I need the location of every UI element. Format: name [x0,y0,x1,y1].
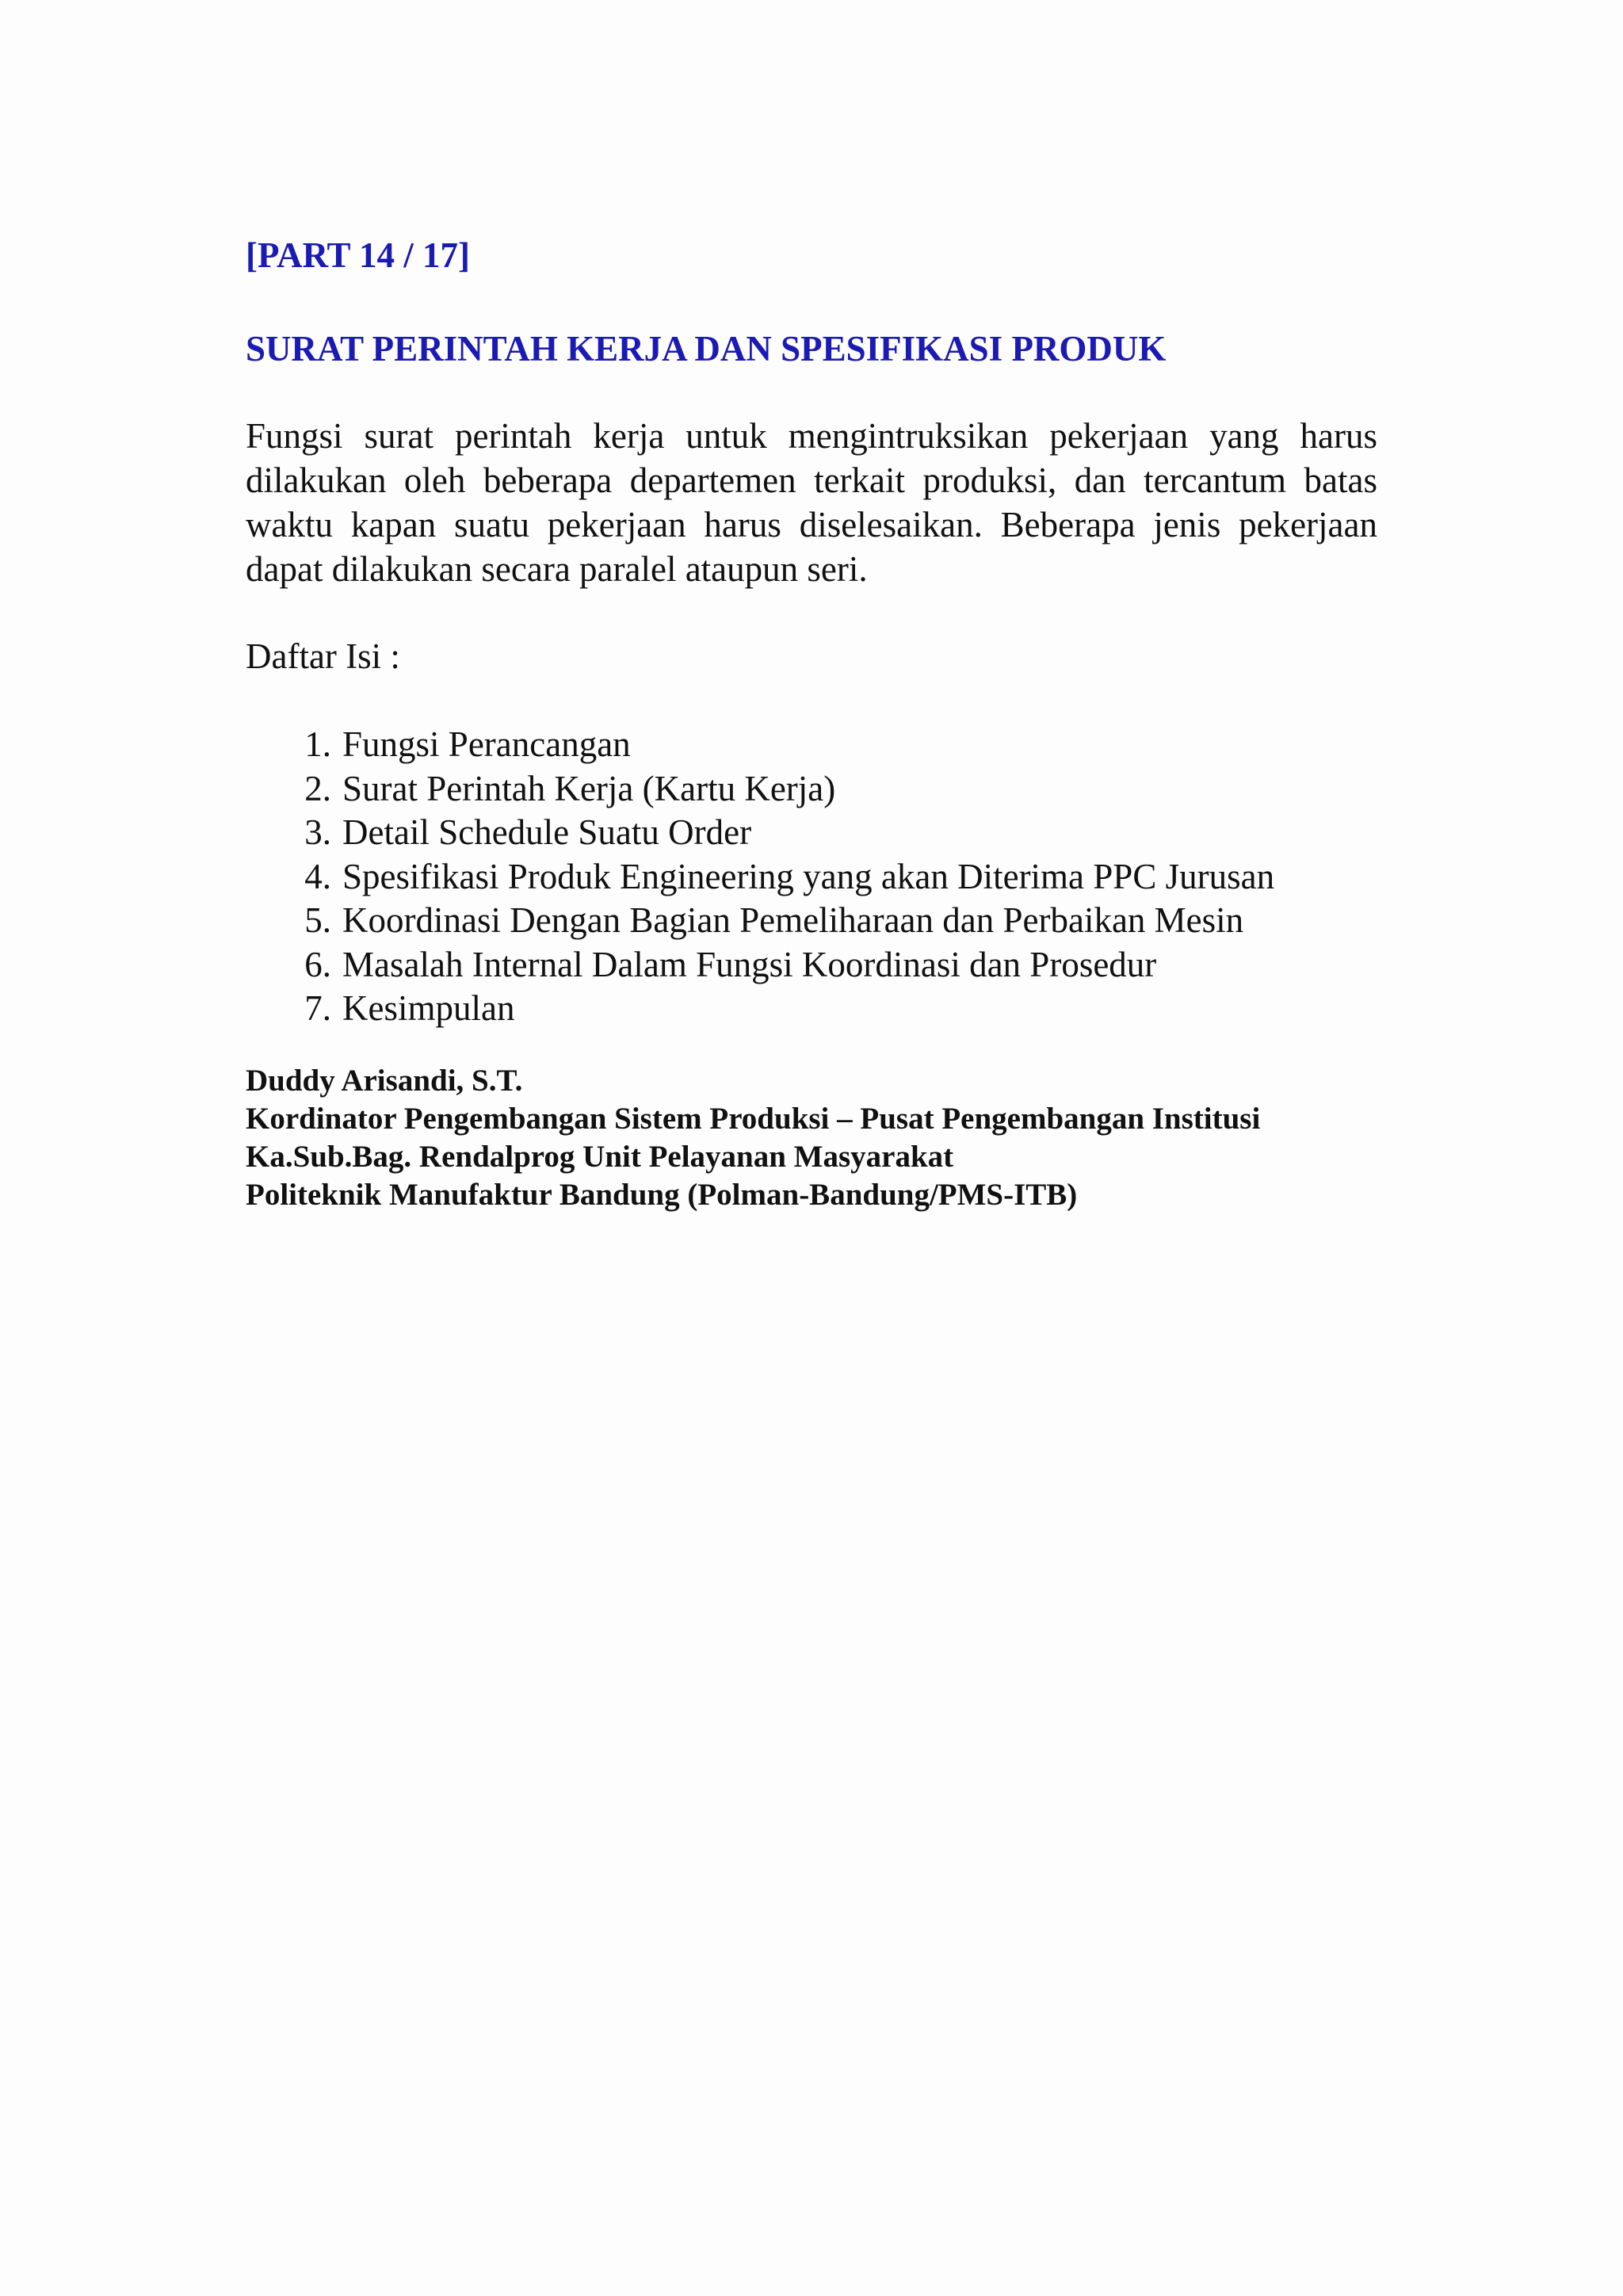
author-block [246,1062,1260,1214]
toc-item [246,943,1274,988]
part-label: [PART 14 / 17] [246,235,470,275]
toc-item-text: Spesifikasi Produk Engineering yang akan Diterima PPC Jurusan [342,856,1275,896]
toc-item-number: 5. [304,900,331,940]
table-of-contents [246,723,1274,1031]
document-title: SURAT PERINTAH KERJA DAN SPESIFIKASI PRODUK [246,329,1167,369]
toc-item [246,899,1274,943]
intro-paragraph: Fungsi surat perintah kerja untuk mengintruksikan pekerjaan yang harus dilakukan oleh beberapa departemen terkait produksi, dan tercantum batas waktu kapan suatu pekerjaan harus diselesaikan. Beberapa jenis pekerjaan dapat dilakukan secara paralel ataupun seri. [246,416,1377,589]
toc-item [246,987,1274,1031]
toc-item-number: 7. [304,988,331,1028]
toc-item-text: Surat Perintah Kerja (Kartu Kerja) [342,768,836,808]
toc-item-text: Koordinasi Dengan Bagian Pemeliharaan dan Perbaikan Mesin [342,900,1244,940]
toc-item-number: 3. [304,812,331,852]
author-position: Ka.Sub.Bag. Rendalprog Unit Pelayanan Masyarakat [246,1140,954,1174]
toc-item [246,767,1274,812]
toc-label: Daftar Isi : [246,636,400,676]
toc-item-text: Detail Schedule Suatu Order [342,812,752,852]
toc-item-number: 4. [304,856,331,896]
toc-item-number: 1. [304,724,331,764]
toc-item-text: Fungsi Perancangan [342,724,631,764]
toc-item [246,855,1274,900]
toc-item-text: Kesimpulan [342,988,515,1028]
toc-item-number: 6. [304,944,331,984]
toc-item-number: 2. [304,768,331,808]
author-role: Kordinator Pengembangan Sistem Produksi – Pusat Pengembangan Institusi [246,1102,1261,1136]
author-name: Duddy Arisandi, S.T. [246,1064,523,1098]
author-institution: Politeknik Manufaktur Bandung (Polman-Bandung/PMS-ITB) [246,1178,1078,1212]
toc-item [246,811,1274,855]
toc-item [246,723,1274,767]
toc-item-text: Masalah Internal Dalam Fungsi Koordinasi dan Prosedur [342,944,1157,984]
